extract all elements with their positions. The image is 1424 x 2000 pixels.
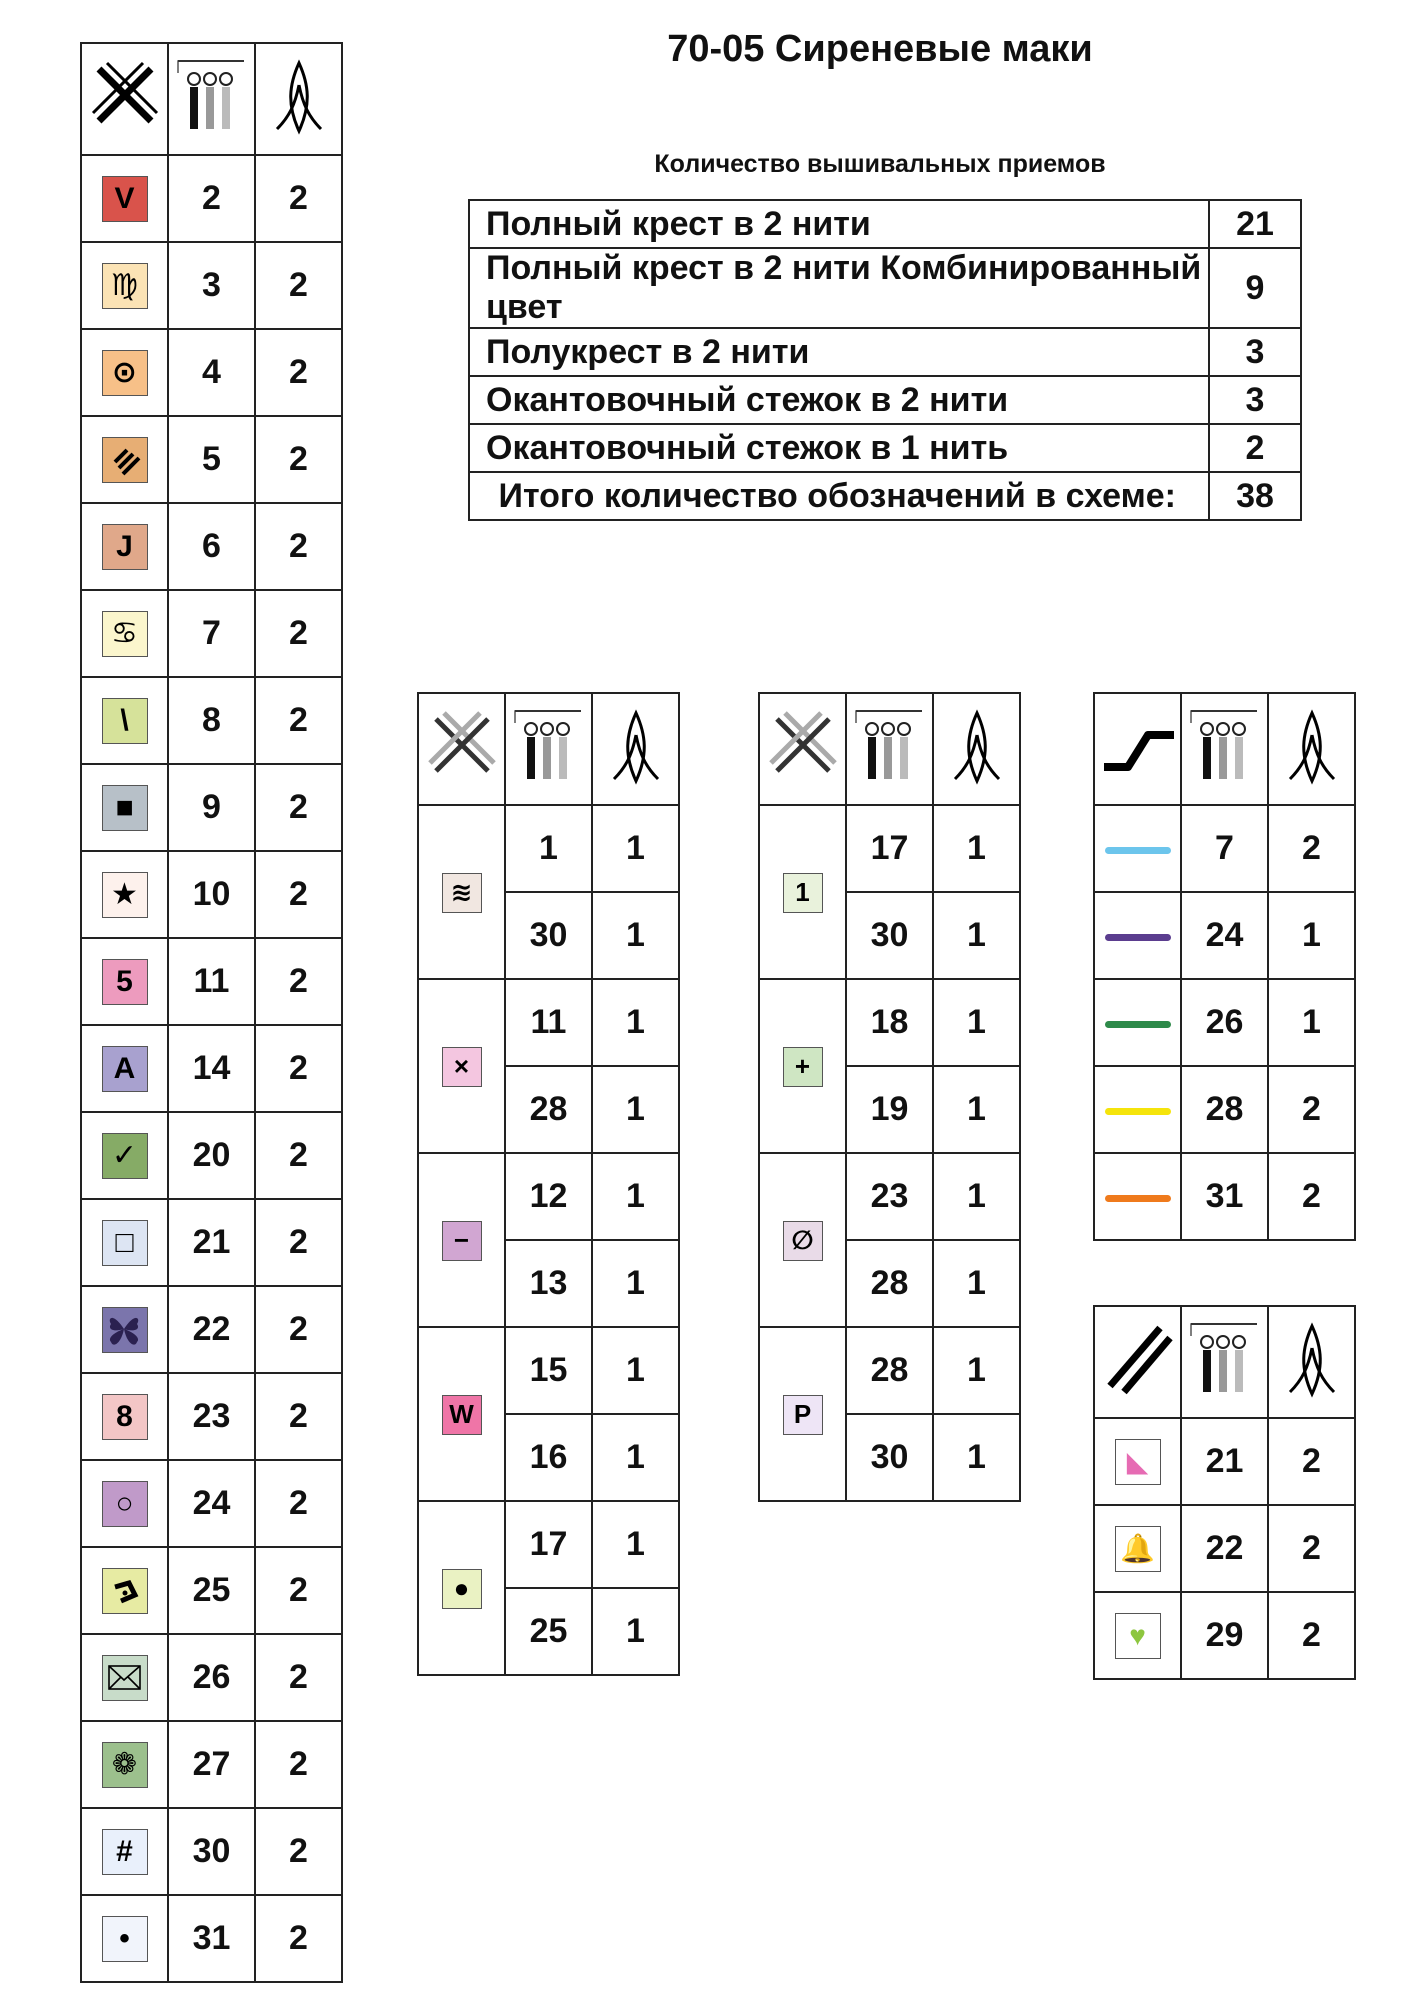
- backstitch-line-cell: [1094, 892, 1181, 979]
- thread-number: 13: [505, 1240, 592, 1327]
- symbol-swatch: [102, 1568, 148, 1614]
- symbol-cell: [81, 1025, 168, 1112]
- full-cross-icon: [81, 43, 168, 155]
- symbol-swatch: ❁: [102, 1742, 148, 1788]
- thread-number: 23: [168, 1373, 255, 1460]
- symbol-swatch: ⊙: [102, 350, 148, 396]
- strand-count: 2: [255, 1025, 342, 1112]
- thread-number: 27: [168, 1721, 255, 1808]
- table-row: [759, 1153, 1020, 1240]
- thread-number: 9: [168, 764, 255, 851]
- strand-count: 2: [255, 242, 342, 329]
- thread-number: 30: [505, 892, 592, 979]
- symbol-cell: [1094, 1418, 1181, 1505]
- symbol-cell: [418, 805, 505, 979]
- table-row: [1094, 1505, 1355, 1592]
- thread-number: 22: [168, 1286, 255, 1373]
- thread-number: 11: [505, 979, 592, 1066]
- table-row: [759, 979, 1020, 1066]
- table-row: [759, 1327, 1020, 1414]
- thread-number: 26: [168, 1634, 255, 1721]
- page-title: 70-05 Сиреневые маки: [667, 28, 1093, 70]
- strand-count: 1: [592, 1153, 679, 1240]
- thread-number: 11: [168, 938, 255, 1025]
- thread-number: 25: [505, 1588, 592, 1675]
- summary-row: [469, 328, 1301, 376]
- strand-count: 1: [592, 1327, 679, 1414]
- thread-number: 29: [1181, 1592, 1268, 1679]
- header-row: [759, 693, 1020, 805]
- table-row: [1094, 1592, 1355, 1679]
- symbol-cell: [81, 677, 168, 764]
- table-row: [81, 938, 342, 1025]
- strand-count: 1: [933, 1414, 1020, 1501]
- summary-label: Окантовочный стежок в 1 нить: [469, 424, 1209, 472]
- thread-number: 28: [846, 1240, 933, 1327]
- summary-heading: Количество вышивальных приемов: [654, 150, 1106, 178]
- symbol-swatch: J: [102, 524, 148, 570]
- table-row: [418, 1153, 679, 1240]
- symbol-cell: [418, 1153, 505, 1327]
- thread-number: 28: [505, 1066, 592, 1153]
- summary-label: Полукрест в 2 нити: [469, 328, 1209, 376]
- symbol-swatch: ×: [442, 1047, 482, 1087]
- symbol-cell: [81, 764, 168, 851]
- strand-count: 2: [255, 416, 342, 503]
- table-row: [81, 851, 342, 938]
- table-row: [81, 242, 342, 329]
- symbol-cell: [418, 979, 505, 1153]
- summary-value: 21: [1209, 200, 1301, 248]
- symbol-swatch: ■: [102, 785, 148, 831]
- symbol-cell: [81, 1112, 168, 1199]
- table-row: [81, 1025, 342, 1112]
- table-row: [81, 677, 342, 764]
- needle-strands-icon: [592, 693, 679, 805]
- symbol-swatch: −: [442, 1221, 482, 1261]
- summary-row: [469, 200, 1301, 248]
- strand-count: 2: [255, 1112, 342, 1199]
- thread-number: 7: [1181, 805, 1268, 892]
- symbol-cell: [81, 416, 168, 503]
- symbol-cell: [81, 1460, 168, 1547]
- symbol-swatch: [102, 437, 148, 483]
- symbol-cell: [418, 1327, 505, 1501]
- table-row: [418, 979, 679, 1066]
- strand-count: 2: [255, 1808, 342, 1895]
- thread-number: 12: [505, 1153, 592, 1240]
- thread-number: 24: [168, 1460, 255, 1547]
- table-row: [81, 1808, 342, 1895]
- table-row: [81, 1199, 342, 1286]
- table-row: [81, 590, 342, 677]
- thread-number: 14: [168, 1025, 255, 1112]
- summary-value: 2: [1209, 424, 1301, 472]
- strand-count: 2: [1268, 1153, 1355, 1240]
- strand-count: 2: [1268, 1066, 1355, 1153]
- table-row: [1094, 892, 1355, 979]
- symbol-cell: [81, 938, 168, 1025]
- symbol-swatch: 5: [102, 959, 148, 1005]
- header-row: [81, 43, 342, 155]
- symbol-swatch: ♍: [102, 263, 148, 309]
- needle-strands-icon: [1268, 1306, 1355, 1418]
- backstitch-icon: [1094, 693, 1181, 805]
- table-row: [1094, 1066, 1355, 1153]
- backstitch-line: [1105, 1021, 1171, 1028]
- header-row: [418, 693, 679, 805]
- thread-number: 28: [1181, 1066, 1268, 1153]
- strand-count: 1: [592, 892, 679, 979]
- thread-number: 23: [846, 1153, 933, 1240]
- thread-number: 30: [846, 1414, 933, 1501]
- backstitch-line: [1105, 1195, 1171, 1202]
- symbol-cell: [1094, 1592, 1181, 1679]
- table-row: [81, 1112, 342, 1199]
- strand-count: 1: [1268, 979, 1355, 1066]
- table-row: [1094, 1418, 1355, 1505]
- strand-count: 1: [933, 892, 1020, 979]
- strand-count: 1: [933, 1327, 1020, 1414]
- thread-number: 21: [1181, 1418, 1268, 1505]
- summary-row: [469, 424, 1301, 472]
- thread-number: 7: [168, 590, 255, 677]
- thread-number: 21: [168, 1199, 255, 1286]
- thread-number: 17: [846, 805, 933, 892]
- symbol-cell: [81, 1199, 168, 1286]
- summary-value: 3: [1209, 376, 1301, 424]
- strand-count: 1: [933, 805, 1020, 892]
- thread-number: 24: [1181, 892, 1268, 979]
- strand-count: 1: [933, 1240, 1020, 1327]
- table-row: [81, 1895, 342, 1982]
- thread-number-icon: [846, 693, 933, 805]
- strand-count: 2: [255, 938, 342, 1025]
- summary-total-label: Итого количество обозначений в схеме:: [469, 472, 1209, 520]
- thread-number: 22: [1181, 1505, 1268, 1592]
- thread-number: 31: [1181, 1153, 1268, 1240]
- combined-legend-1: [417, 692, 680, 1676]
- thread-number: 16: [505, 1414, 592, 1501]
- header-row: [1094, 693, 1355, 805]
- symbol-cell: [759, 1327, 846, 1501]
- table-row: [759, 805, 1020, 892]
- thread-number-icon: [1181, 1306, 1268, 1418]
- table-row: [81, 1373, 342, 1460]
- needle-strands-icon: [255, 43, 342, 155]
- summary-row: [469, 376, 1301, 424]
- table-row: [1094, 805, 1355, 892]
- symbol-cell: [81, 503, 168, 590]
- thread-number: 30: [846, 892, 933, 979]
- symbol-swatch: ✓: [102, 1133, 148, 1179]
- symbol-swatch: W: [442, 1395, 482, 1435]
- table-row: [418, 805, 679, 892]
- strand-count: 2: [255, 590, 342, 677]
- thread-number: 4: [168, 329, 255, 416]
- strand-count: 2: [255, 764, 342, 851]
- symbol-cell: [81, 1808, 168, 1895]
- strand-count: 1: [933, 979, 1020, 1066]
- header-row: [1094, 1306, 1355, 1418]
- thread-number: 3: [168, 242, 255, 329]
- strand-count: 2: [255, 1373, 342, 1460]
- strand-count: 2: [255, 1634, 342, 1721]
- symbol-swatch: ♥: [1115, 1613, 1161, 1659]
- strand-count: 2: [255, 1721, 342, 1808]
- thread-number: 1: [505, 805, 592, 892]
- strand-count: 1: [592, 1066, 679, 1153]
- half-cross-legend: [1093, 1305, 1356, 1680]
- summary-row: [469, 248, 1301, 328]
- backstitch-line-cell: [1094, 979, 1181, 1066]
- symbol-cell: [81, 155, 168, 242]
- symbol-swatch: P: [783, 1395, 823, 1435]
- symbol-swatch: ♋: [102, 611, 148, 657]
- table-row: [81, 1286, 342, 1373]
- backstitch-line-cell: [1094, 1153, 1181, 1240]
- thread-number-icon: [1181, 693, 1268, 805]
- table-row: [81, 1634, 342, 1721]
- thread-number: 18: [846, 979, 933, 1066]
- symbol-swatch: ★: [102, 872, 148, 918]
- symbol-cell: [81, 1634, 168, 1721]
- full-cross-icon: [759, 693, 846, 805]
- summary-total-value: 38: [1209, 472, 1301, 520]
- symbol-swatch: A: [102, 1046, 148, 1092]
- strand-count: 1: [592, 805, 679, 892]
- symbol-swatch: 8: [102, 1394, 148, 1440]
- strand-count: 2: [255, 503, 342, 590]
- symbol-swatch: V: [102, 176, 148, 222]
- thread-number-icon: [168, 43, 255, 155]
- thread-number: 6: [168, 503, 255, 590]
- strand-count: 2: [255, 1460, 342, 1547]
- thread-number: 20: [168, 1112, 255, 1199]
- backstitch-line: [1105, 1108, 1171, 1115]
- symbol-swatch: ○: [102, 1481, 148, 1527]
- strand-count: 1: [592, 1501, 679, 1588]
- thread-number: 2: [168, 155, 255, 242]
- symbol-swatch: •: [102, 1916, 148, 1962]
- table-row: [81, 329, 342, 416]
- backstitch-line-cell: [1094, 1066, 1181, 1153]
- strand-count: 2: [255, 1286, 342, 1373]
- thread-number: 17: [505, 1501, 592, 1588]
- thread-number: 25: [168, 1547, 255, 1634]
- table-row: [81, 1460, 342, 1547]
- symbol-swatch: ●: [442, 1569, 482, 1609]
- thread-number: 5: [168, 416, 255, 503]
- symbol-cell: [81, 1721, 168, 1808]
- table-row: [81, 155, 342, 242]
- thread-number: 15: [505, 1327, 592, 1414]
- thread-number: 31: [168, 1895, 255, 1982]
- symbol-swatch: 🔔: [1115, 1526, 1161, 1572]
- symbol-cell: [81, 242, 168, 329]
- symbol-cell: [81, 329, 168, 416]
- symbol-swatch: [102, 1655, 148, 1701]
- summary-label: Полный крест в 2 нити: [469, 200, 1209, 248]
- needle-strands-icon: [1268, 693, 1355, 805]
- symbol-cell: [81, 590, 168, 677]
- backstitch-line-cell: [1094, 805, 1181, 892]
- backstitch-line: [1105, 934, 1171, 941]
- symbol-cell: [418, 1501, 505, 1675]
- backstitch-legend: [1093, 692, 1356, 1241]
- table-row: [1094, 1153, 1355, 1240]
- table-row: [81, 1721, 342, 1808]
- symbol-swatch: ≋: [442, 873, 482, 913]
- symbol-cell: [81, 1373, 168, 1460]
- symbol-swatch: [102, 1307, 148, 1353]
- summary-value: 9: [1209, 248, 1301, 328]
- strand-count: 2: [255, 1199, 342, 1286]
- symbol-cell: [81, 1286, 168, 1373]
- strand-count: 1: [933, 1153, 1020, 1240]
- thread-number-icon: [505, 693, 592, 805]
- combined-legend-2: [758, 692, 1021, 1502]
- symbol-cell: [81, 1547, 168, 1634]
- summary-value: 3: [1209, 328, 1301, 376]
- symbol-swatch: #: [102, 1829, 148, 1875]
- summary-total-row: [469, 472, 1301, 520]
- symbol-cell: [1094, 1505, 1181, 1592]
- symbol-swatch: ◣: [1115, 1439, 1161, 1485]
- thread-number: 28: [846, 1327, 933, 1414]
- strand-count: 1: [592, 1240, 679, 1327]
- full-cross-icon: [418, 693, 505, 805]
- thread-number: 19: [846, 1066, 933, 1153]
- strand-count: 1: [933, 1066, 1020, 1153]
- thread-number: 8: [168, 677, 255, 764]
- table-row: [418, 1327, 679, 1414]
- strand-count: 2: [1268, 1505, 1355, 1592]
- strand-count: 2: [1268, 1592, 1355, 1679]
- strand-count: 2: [255, 1547, 342, 1634]
- table-row: [81, 1547, 342, 1634]
- strand-count: 1: [592, 979, 679, 1066]
- strand-count: 2: [255, 155, 342, 242]
- strand-count: 2: [1268, 805, 1355, 892]
- strand-count: 2: [255, 329, 342, 416]
- summary-label: Полный крест в 2 нити Комбинированный цвет: [469, 248, 1209, 328]
- strand-count: 2: [255, 1895, 342, 1982]
- symbol-swatch: \: [102, 698, 148, 744]
- table-row: [418, 1501, 679, 1588]
- symbol-swatch: +: [783, 1047, 823, 1087]
- symbol-swatch: ∅: [783, 1221, 823, 1261]
- symbol-cell: [759, 1153, 846, 1327]
- thread-number: 10: [168, 851, 255, 938]
- symbol-cell: [81, 851, 168, 938]
- strand-count: 2: [255, 677, 342, 764]
- needle-strands-icon: [933, 693, 1020, 805]
- thread-number: 30: [168, 1808, 255, 1895]
- table-row: [81, 764, 342, 851]
- half-cross-icon: [1094, 1306, 1181, 1418]
- strand-count: 1: [592, 1414, 679, 1501]
- table-row: [81, 503, 342, 590]
- strand-count: 1: [1268, 892, 1355, 979]
- backstitch-line: [1105, 847, 1171, 854]
- summary-table: [468, 199, 1302, 521]
- symbol-cell: [759, 979, 846, 1153]
- full-cross-legend: [80, 42, 343, 1983]
- strand-count: 1: [592, 1588, 679, 1675]
- symbol-cell: [759, 805, 846, 979]
- strand-count: 2: [255, 851, 342, 938]
- strand-count: 2: [1268, 1418, 1355, 1505]
- table-row: [1094, 979, 1355, 1066]
- summary-label: Окантовочный стежок в 2 нити: [469, 376, 1209, 424]
- thread-number: 26: [1181, 979, 1268, 1066]
- table-row: [81, 416, 342, 503]
- symbol-swatch: 1: [783, 873, 823, 913]
- symbol-swatch: □: [102, 1220, 148, 1266]
- symbol-cell: [81, 1895, 168, 1982]
